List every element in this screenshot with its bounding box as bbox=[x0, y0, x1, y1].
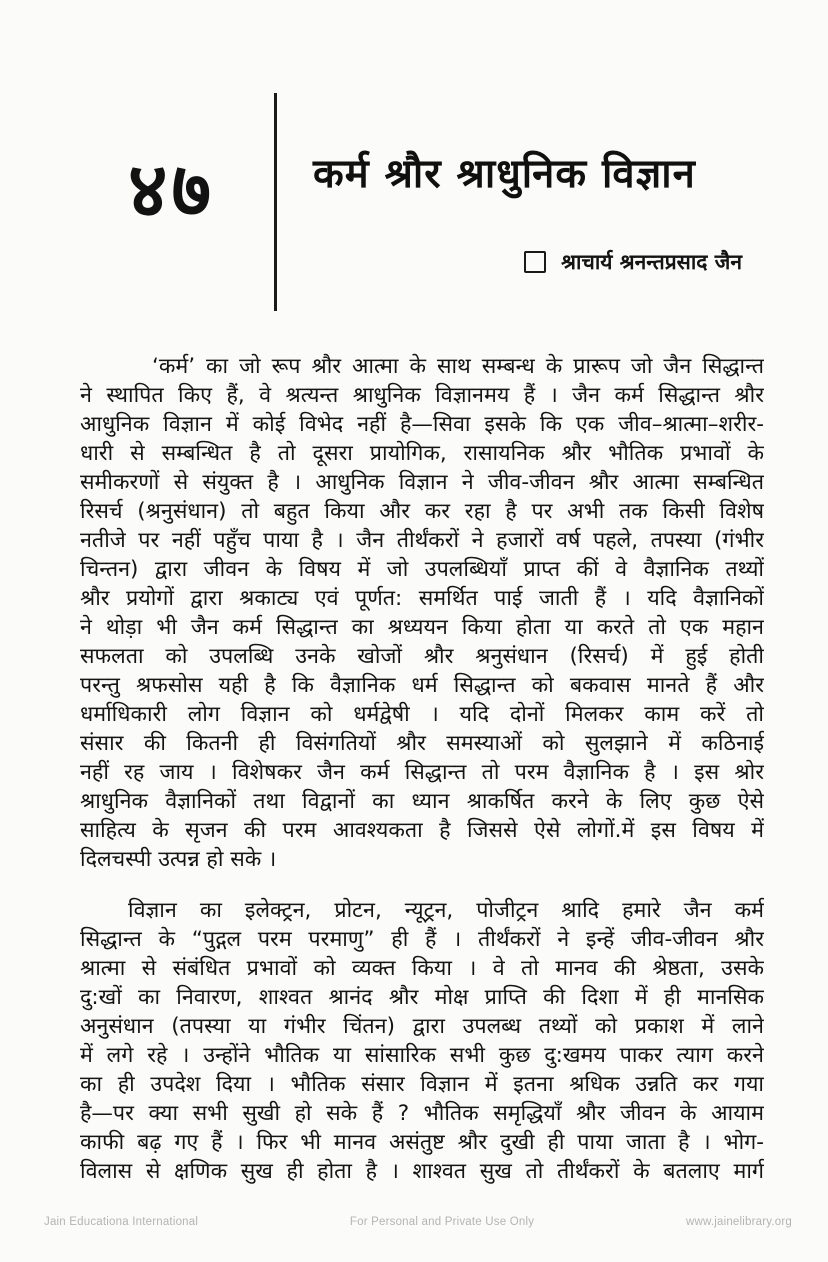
footer-usage-note: For Personal and Private Use Only bbox=[349, 1216, 535, 1228]
text-line: नतीजे पर नहीं पहुँच पाया है । जैन तीर्थंकरों ने हजारों वर्ष पहले, तपस्या (गंभीर bbox=[80, 528, 764, 553]
text-line: ने थोड़ा भी जैन कर्म सिद्धान्त का श्रध्ययन किया होता या करते तो एक महान bbox=[80, 615, 764, 640]
text-line: चिन्तन) द्वारा जीवन के विषय में जो उपलब्धियाँ प्राप्त कीं वे वैज्ञानिक तथ्यों bbox=[80, 557, 764, 582]
text-line: सफलता को उपलब्धि उनके खोजों श्रौर श्रनुसंधान (रिसर्च) में हुई होती bbox=[80, 644, 764, 669]
text-line: का ही उपदेश दिया । भौतिक संसार विज्ञान में इतना श्रधिक उन्नति कर गया bbox=[80, 1072, 764, 1097]
text-line: दिलचस्पी उत्पन्न हो सके । bbox=[80, 847, 277, 872]
header-vertical-divider bbox=[274, 93, 277, 311]
text-line: विज्ञान का इलेक्ट्रन, प्रोटन, न्यूट्रन, पोजीट्रन श्रादि हमारे जैन कर्म bbox=[128, 898, 764, 923]
text-line: परन्तु श्रफसोस यही है कि वैज्ञानिक धर्म सिद्धान्त को बकवास मानते हैं और bbox=[80, 673, 764, 698]
text-line: विलास से क्षणिक सुख ही होता है । शाश्वत सुख तो तीर्थंकरों के बतलाए मार्ग bbox=[80, 1159, 764, 1184]
article-title: कर्म श्रौर श्राधुनिक विज्ञान bbox=[313, 151, 696, 197]
text-line: संसार की कितनी ही विसंगतियों श्रौर समस्याओं को सुलझाने में कठिनाई bbox=[80, 731, 764, 756]
text-line: है—पर क्या सभी सुखी हो सके हैं ? भौतिक समृद्धियाँ श्रौर जीवन के आयाम bbox=[80, 1101, 764, 1126]
text-line: श्राधुनिक वैज्ञानिकों तथा विद्वानों का ध्यान श्राकर्षित करने के लिए कुछ ऐसे bbox=[80, 789, 764, 814]
text-line: समीकरणों से संयुक्त है । आधुनिक विज्ञान ने जीव-जीवन श्रौर आत्मा सम्बन्धित bbox=[80, 470, 764, 495]
chapter-number: ४७ bbox=[128, 145, 216, 234]
footer-website: www.jainelibrary.org bbox=[685, 1216, 792, 1228]
text-line: आधुनिक विज्ञान में कोई विभेद नहीं है—सिवा इसके कि एक जीव–श्रात्मा–शरीर- bbox=[80, 412, 764, 437]
square-bullet-icon bbox=[524, 251, 546, 273]
text-line: में लगे रहे । उन्होंने भौतिक या सांसारिक सभी कुछ दु:खमय पाकर त्याग करने bbox=[80, 1043, 764, 1068]
text-line: श्रात्मा से संबंधित प्रभावों को व्यक्त किया । वे तो मानव की श्रेष्ठता, उसके bbox=[80, 956, 764, 981]
text-line: ‘कर्म’ का जो रूप श्रौर आत्मा के साथ सम्बन्ध के प्रारूप जो जैन सिद्धान्त bbox=[152, 354, 764, 379]
text-line: अनुसंधान (तपस्या या गंभीर चिंतन) द्वारा उपलब्ध तथ्यों को प्रकाश में लाने bbox=[80, 1014, 764, 1039]
scan-footer bbox=[0, 1216, 828, 1228]
paragraph-1 bbox=[80, 352, 764, 874]
article-body bbox=[80, 352, 764, 1186]
text-line: नहीं रह जाय । विशेषकर जैन कर्म सिद्धान्त तो परम वैज्ञानिक है । इस श्रोर bbox=[80, 760, 764, 785]
text-line: दु:खों का निवारण, शाश्वत श्रानंद श्रौर मोक्ष प्राप्ति की दिशा में ही मानसिक bbox=[80, 985, 764, 1010]
author-name: श्राचार्य श्रनन्तप्रसाद जैन bbox=[561, 250, 742, 274]
text-line: धर्माधिकारी लोग विज्ञान को धर्मद्वेषी । यदि दोनों मिलकर काम करें तो bbox=[80, 702, 764, 727]
text-line: ने स्थापित किए हैं, वे श्रत्यन्त श्राधुनिक विज्ञानमय हैं । जैन कर्म सिद्धान्त श्रौर bbox=[80, 383, 764, 408]
text-line: श्रौर प्रयोगों द्वारा श्रकाट्य एवं पूर्णत: समर्थित पाई जाती हैं । यदि वैज्ञानिकों bbox=[80, 586, 764, 611]
paragraph-2 bbox=[80, 896, 764, 1186]
text-line: धारी से सम्बन्धित है तो दूसरा प्रायोगिक, रासायनिक श्रौर भौतिक प्रभावों के bbox=[80, 441, 764, 466]
text-line: साहित्य के सृजन की परम आवश्यकता है जिससे ऐसे लोगों.में इस विषय में bbox=[80, 818, 764, 843]
text-line: सिद्धान्त के “पुद्गल परम परमाणु” ही हैं । तीर्थंकरों ने इन्हें जीव-जीवन श्रौर bbox=[80, 927, 764, 952]
footer-publisher: Jain Educationa International bbox=[44, 1216, 199, 1228]
text-line: रिसर्च (श्रनुसंधान) तो बहुत किया और कर रहा है पर अभी तक किसी विशेष bbox=[80, 499, 764, 524]
text-line: काफी बढ़ गए हैं । फिर भी मानव असंतुष्ट श्रौर दुखी ही पाया जाता है । भोग- bbox=[80, 1130, 764, 1155]
author-byline bbox=[524, 248, 742, 276]
